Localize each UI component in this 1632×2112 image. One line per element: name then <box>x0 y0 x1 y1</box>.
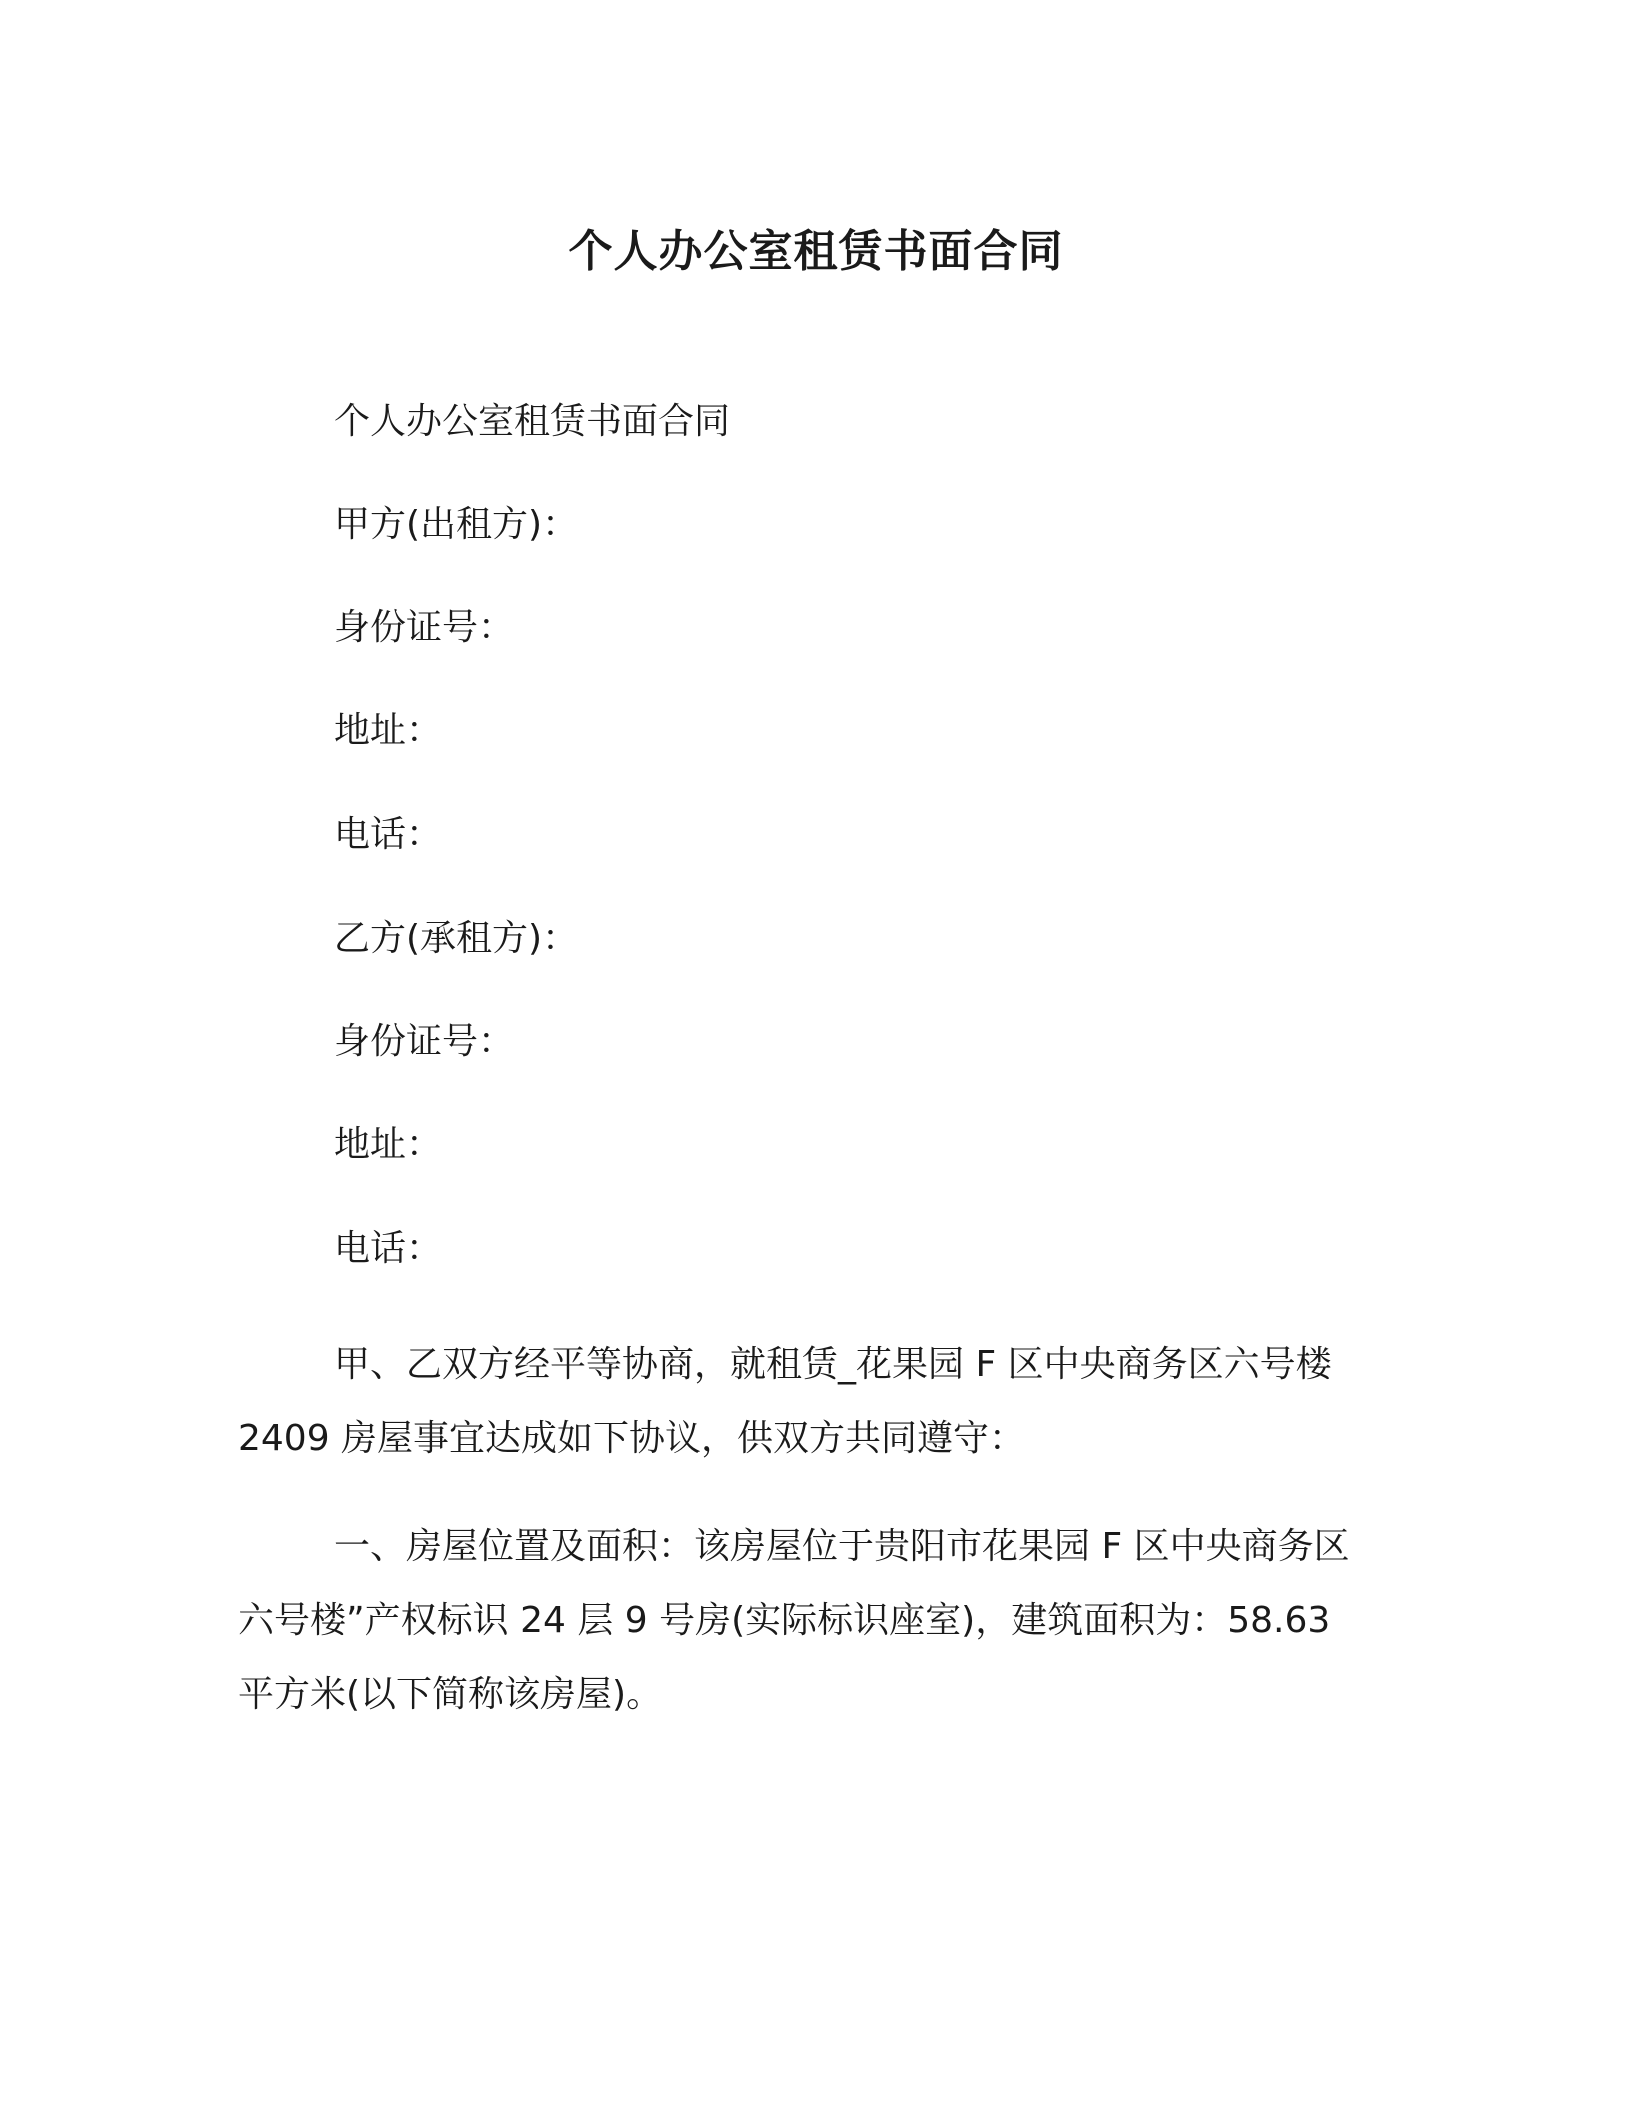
party-b-id-label: 身份证号： <box>334 1021 515 1062</box>
preamble-line-2: 2409 房屋事宜达成如下协议，供双方共同遵守： <box>238 1418 1026 1459</box>
clause-1-paragraph <box>238 1510 1398 1732</box>
contract-subtitle: 个人办公室租赁书面合同 <box>334 401 731 442</box>
party-a-phone-label: 电话： <box>334 814 443 855</box>
preamble-paragraph <box>238 1328 1398 1476</box>
clause-1-line-1: 一、房屋位置及面积：该房屋位于贵阳市花果园 F 区中央商务区 <box>334 1526 1350 1567</box>
party-b-address-label: 地址： <box>334 1124 443 1165</box>
preamble-line-1: 甲、乙双方经平等协商，就租赁_花果园 F 区中央商务区六号楼 <box>334 1344 1332 1385</box>
party-a-heading: 甲方(出租方)： <box>334 504 579 545</box>
party-b-heading: 乙方(承租方)： <box>334 918 579 959</box>
party-b-phone-label: 电话： <box>334 1228 443 1269</box>
clause-1-line-3: 平方米(以下简称该房屋)。 <box>238 1674 663 1715</box>
party-a-address-label: 地址： <box>334 710 443 751</box>
clause-1-line-2: 六号楼”产权标识 24 层 9 号房(实际标识座室)，建筑面积为：58.63 <box>238 1600 1331 1641</box>
document-title: 个人办公室租赁书面合同 <box>568 226 1064 277</box>
party-a-id-label: 身份证号： <box>334 607 515 648</box>
